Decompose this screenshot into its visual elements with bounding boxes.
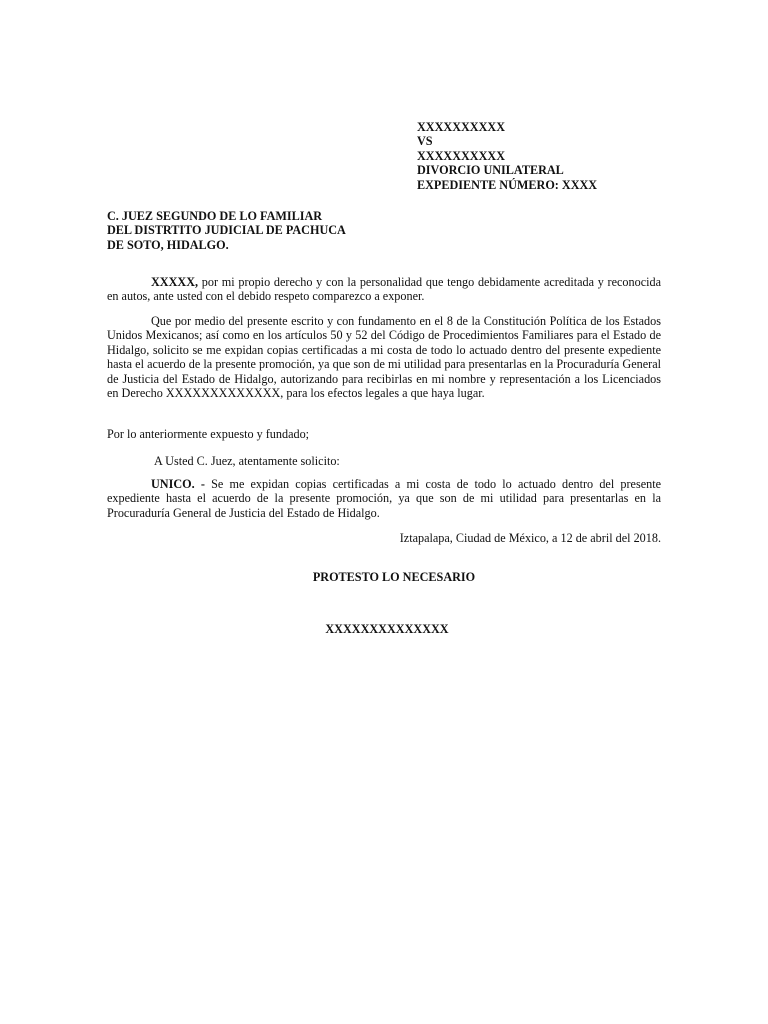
addressee-line: DEL DISTRTITO JUDICIAL DE PACHUCA [107,223,346,238]
file-number: EXPEDIENTE NÚMERO: XXXX [417,177,598,192]
addressee-block [107,209,346,252]
place-date: Iztapalapa, Ciudad de México, a 12 de abril del 2018. [399,531,661,545]
party-one: XXXXXXXXXX [417,120,506,134]
petition-paragraph [107,477,661,520]
intro-paragraph [107,275,661,304]
petition-text: Se me expidan copias certificadas a mi costa de todo lo actuado dentro del presente expediente hasta el acuerdo de la presente promoción, ya que son de mi utilidad para presentarlas en la Procuraduría General de Justicia del Estado de Hidalgo. [107,477,661,520]
request-paragraph: Que por medio del presente escrito y con fundamento en el 8 de la Constitución Política de los Estados Unidos Mexicanos; así como en los artículos 50 y 52 del Código de Procedimientos Familiares para el Estado de Hidalgo, solicito se me expidan copias certificadas a mi costa de todo lo actuado dentro del presente expediente hasta el acuerdo de la presente promoción, ya que son de mi utilidad para presentarlas en la Procuraduría General de Justicia del Estado de Hidalgo, autorizando para recibirlas en mi nombre y representación a los Licenciados en Derecho XXXXXXXXXXXXX, para los efectos legales a que haya lugar. [107,314,661,401]
closing-intro: Por lo anteriormente expuesto y fundado; [107,427,310,441]
petitioner-name: XXXXX, [151,275,199,289]
case-type: DIVORCIO UNILATERAL [417,163,564,178]
intro-text: por mi propio derecho y con la personalidad que tengo debidamente acreditada y reconocida en autos, ante usted con el debido respeto comparezco a exponer. [107,275,661,304]
petition-intro: A Usted C. Juez, atentamente solicito: [154,454,340,468]
protest-statement: PROTESTO LO NECESARIO [312,570,476,584]
case-caption [417,120,597,192]
addressee-line: DE SOTO, HIDALGO. [107,237,229,252]
petition-label: UNICO. - [151,477,205,491]
party-two: XXXXXXXXXX [417,148,506,163]
versus-label: VS [417,134,433,149]
signature-name: XXXXXXXXXXXXXX [325,622,449,636]
addressee-line: C. JUEZ SEGUNDO DE LO FAMILIAR [107,209,323,223]
